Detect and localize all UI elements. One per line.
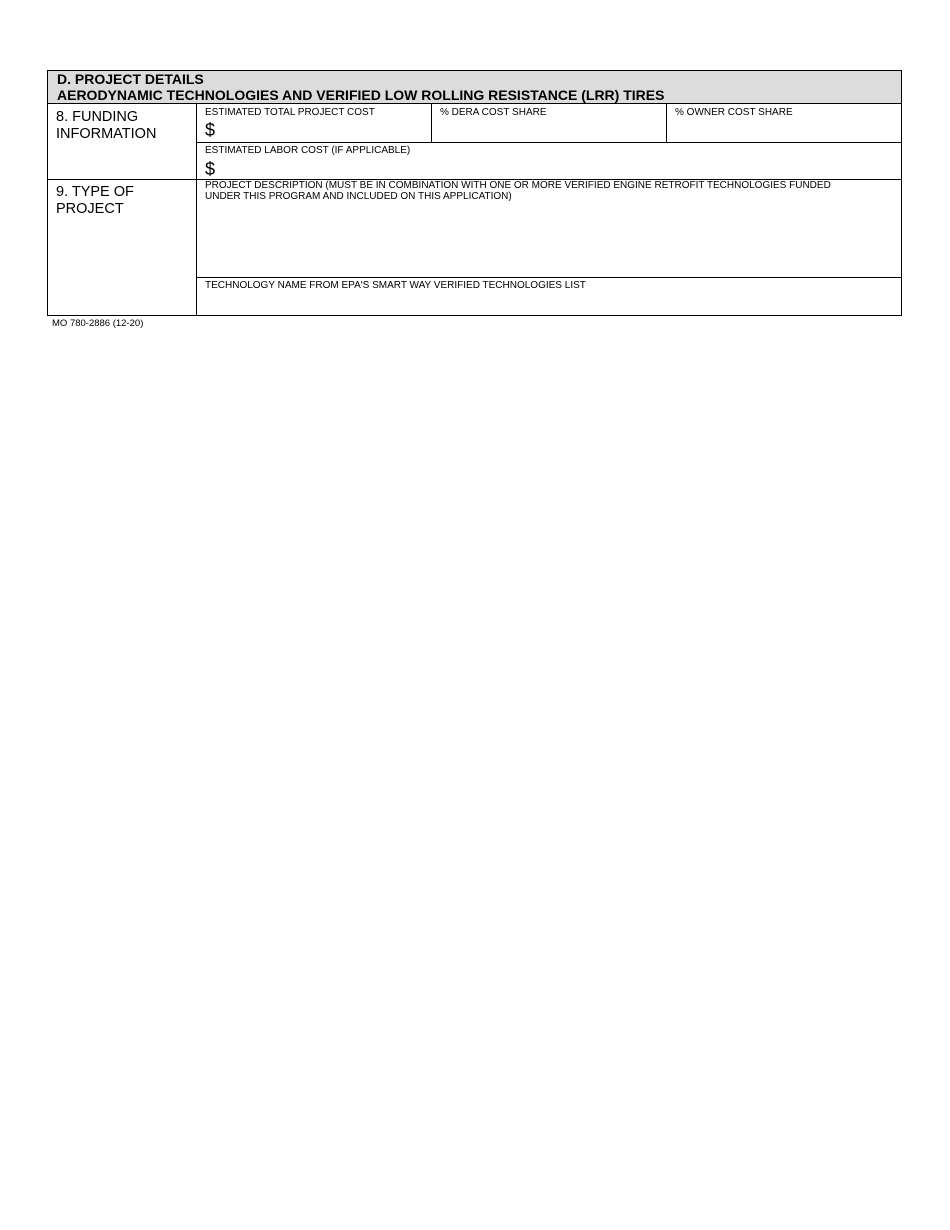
funding-row-label [48,106,196,176]
project-type-label-line1: 9. TYPE OF [56,184,134,200]
project-description-label: PROJECT DESCRIPTION (MUST BE IN COMBINATION WITH ONE OR MORE VERIFIED ENGINE RETROFIT TECHNOLOGIES FUNDED UNDER THIS PROGRAM AND INCLUDED ON THIS APPLICATION) [205,180,831,202]
labor-cost-dollar-sign: $ [205,159,216,179]
dera-share-field[interactable] [432,105,666,142]
owner-share-label: % OWNER COST SHARE [675,107,793,118]
total-cost-label: ESTIMATED TOTAL PROJECT COST [205,107,375,118]
form-number: MO 780-2886 (12-20) [52,318,144,329]
project-type-row-label [48,181,196,281]
funding-label-line1: 8. FUNDING [56,109,139,125]
project-details-form [47,70,902,316]
project-type-label-line2: PROJECT [56,201,124,217]
section-title: D. PROJECT DETAILS [57,71,204,87]
funding-label-line2: INFORMATION [56,126,157,142]
project-description-field[interactable] [197,180,901,277]
owner-share-field[interactable] [667,105,901,142]
section-subtitle: AERODYNAMIC TECHNOLOGIES AND VERIFIED LOW ROLLING RESISTANCE (LRR) TIRES [57,87,665,103]
section-header [48,71,901,104]
total-cost-dollar-sign: $ [205,120,216,140]
dera-share-label: % DERA COST SHARE [440,107,547,118]
technology-name-label: TECHNOLOGY NAME FROM EPA'S SMART WAY VERIFIED TECHNOLOGIES LIST [205,280,586,291]
labor-cost-field[interactable] [197,143,901,179]
labor-cost-label: ESTIMATED LABOR COST (IF APPLICABLE) [205,145,411,156]
technology-name-field[interactable] [197,278,901,316]
total-cost-field[interactable] [197,105,431,142]
